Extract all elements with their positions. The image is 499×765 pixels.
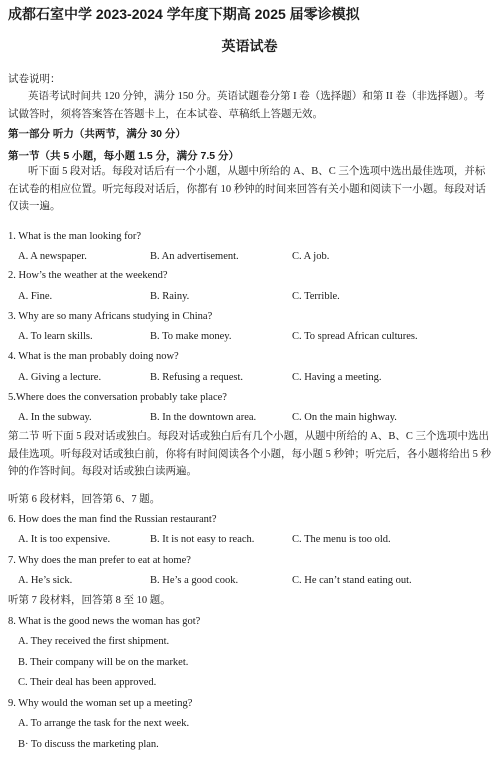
- question-8-option-a: A. They received the first shipment.: [18, 636, 170, 647]
- exam-title: 成都石室中学 2023-2024 学年度下期高 2025 届零诊模拟: [8, 6, 360, 22]
- question-9-option-a: A. To arrange the task for the next week.: [18, 718, 190, 729]
- material-7-label: 听第 7 段材料，回答第 8 至 10 题。: [8, 595, 171, 606]
- question-9: 9. Why would the woman set up a meeting?: [8, 698, 193, 709]
- question-7: 7. Why does the man prefer to eat at home?: [8, 555, 191, 566]
- question-8-option-c: C. Their deal has been approved.: [18, 677, 157, 688]
- question-6-option-c: C. The menu is too old.: [292, 534, 391, 545]
- question-3-option-a: A. To learn skills.: [18, 331, 93, 342]
- question-5-option-c: C. On the main highway.: [292, 412, 397, 423]
- question-2-option-a: A. Fine.: [18, 291, 53, 302]
- question-7-option-b: B. He’s a good cook.: [150, 575, 239, 586]
- question-4: 4. What is the man probably doing now?: [8, 351, 179, 362]
- question-1-option-b: B. An advertisement.: [150, 251, 239, 262]
- question-1-option-c: C. A job.: [292, 251, 330, 262]
- question-3: 3. Why are so many Africans studying in China?: [8, 311, 213, 322]
- material-6-label: 听第 6 段材料，回答第 6、7 题。: [8, 494, 161, 505]
- question-3-option-c: C. To spread African cultures.: [292, 331, 418, 342]
- question-6-option-b: B. It is not easy to reach.: [150, 534, 255, 545]
- instructions-text: 英语考试时间共 120 分钟，满分 150 分。英语试题卷分第 I 卷（选择题）和第 II 卷（非选择题）。考试做答时，须将答案答在答题卡上，在本试卷、草稿纸上答题无效。: [8, 91, 485, 120]
- question-8: 8. What is the good news the woman has got?: [8, 616, 201, 627]
- question-9-option-b: B· To discuss the marketing plan.: [18, 739, 159, 750]
- section2-instructions: 第二节 听下面 5 段对话或独白。每段对话或独白后有几个小题，从题中所给的 A、B、C 三个选项中选出最佳选项。听每段对话或独白前，你将有时间阅读各个小题，每小题 5 秒钟；听完后，各小题将给出 5 秒钟的作答时间。每段对话或独白读两遍。: [8, 431, 491, 477]
- question-8-option-b: B. Their company will be on the market.: [18, 657, 189, 668]
- question-7-option-a: A. He’s sick.: [18, 575, 73, 586]
- question-7-option-c: C. He can’t stand eating out.: [292, 575, 412, 586]
- question-2-option-b: B. Rainy.: [150, 291, 190, 302]
- question-3-option-b: B. To make money.: [150, 331, 232, 342]
- instructions-label: 试卷说明：: [8, 74, 61, 85]
- section1-instructions: 听下面 5 段对话。每段对话后有一个小题，从题中所给的 A、B、C 三个选项中选出最佳选项，并标在试卷的相应位置。听完每段对话后，你都有 10 秒钟的时间来回答有关小题和阅读下一小题。每段对话仅读一遍。: [8, 166, 486, 212]
- question-2-option-c: C. Terrible.: [292, 291, 340, 302]
- question-2: 2. How’s the weather at the weekend?: [8, 270, 168, 281]
- question-4-option-b: B. Refusing a request.: [150, 372, 244, 383]
- question-4-option-c: C. Having a meeting.: [292, 372, 382, 383]
- question-5-option-a: A. In the subway.: [18, 412, 92, 423]
- question-5-option-b: B. In the downtown area.: [150, 412, 257, 423]
- exam-subtitle: 英语试卷: [221, 38, 278, 54]
- part1-heading: 第一部分 听力（共两节，满分 30 分）: [8, 128, 186, 140]
- question-1-option-a: A. A newspaper.: [18, 251, 87, 262]
- question-6: 6. How does the man find the Russian restaurant?: [8, 514, 217, 525]
- section1-heading: 第一节（共 5 小题，每小题 1.5 分，满分 7.5 分）: [8, 150, 240, 162]
- question-4-option-a: A. Giving a lecture.: [18, 372, 102, 383]
- question-6-option-a: A. It is too expensive.: [18, 534, 111, 545]
- question-5: 5.Where does the conversation probably take place?: [8, 392, 227, 403]
- question-1: 1. What is the man looking for?: [8, 231, 142, 242]
